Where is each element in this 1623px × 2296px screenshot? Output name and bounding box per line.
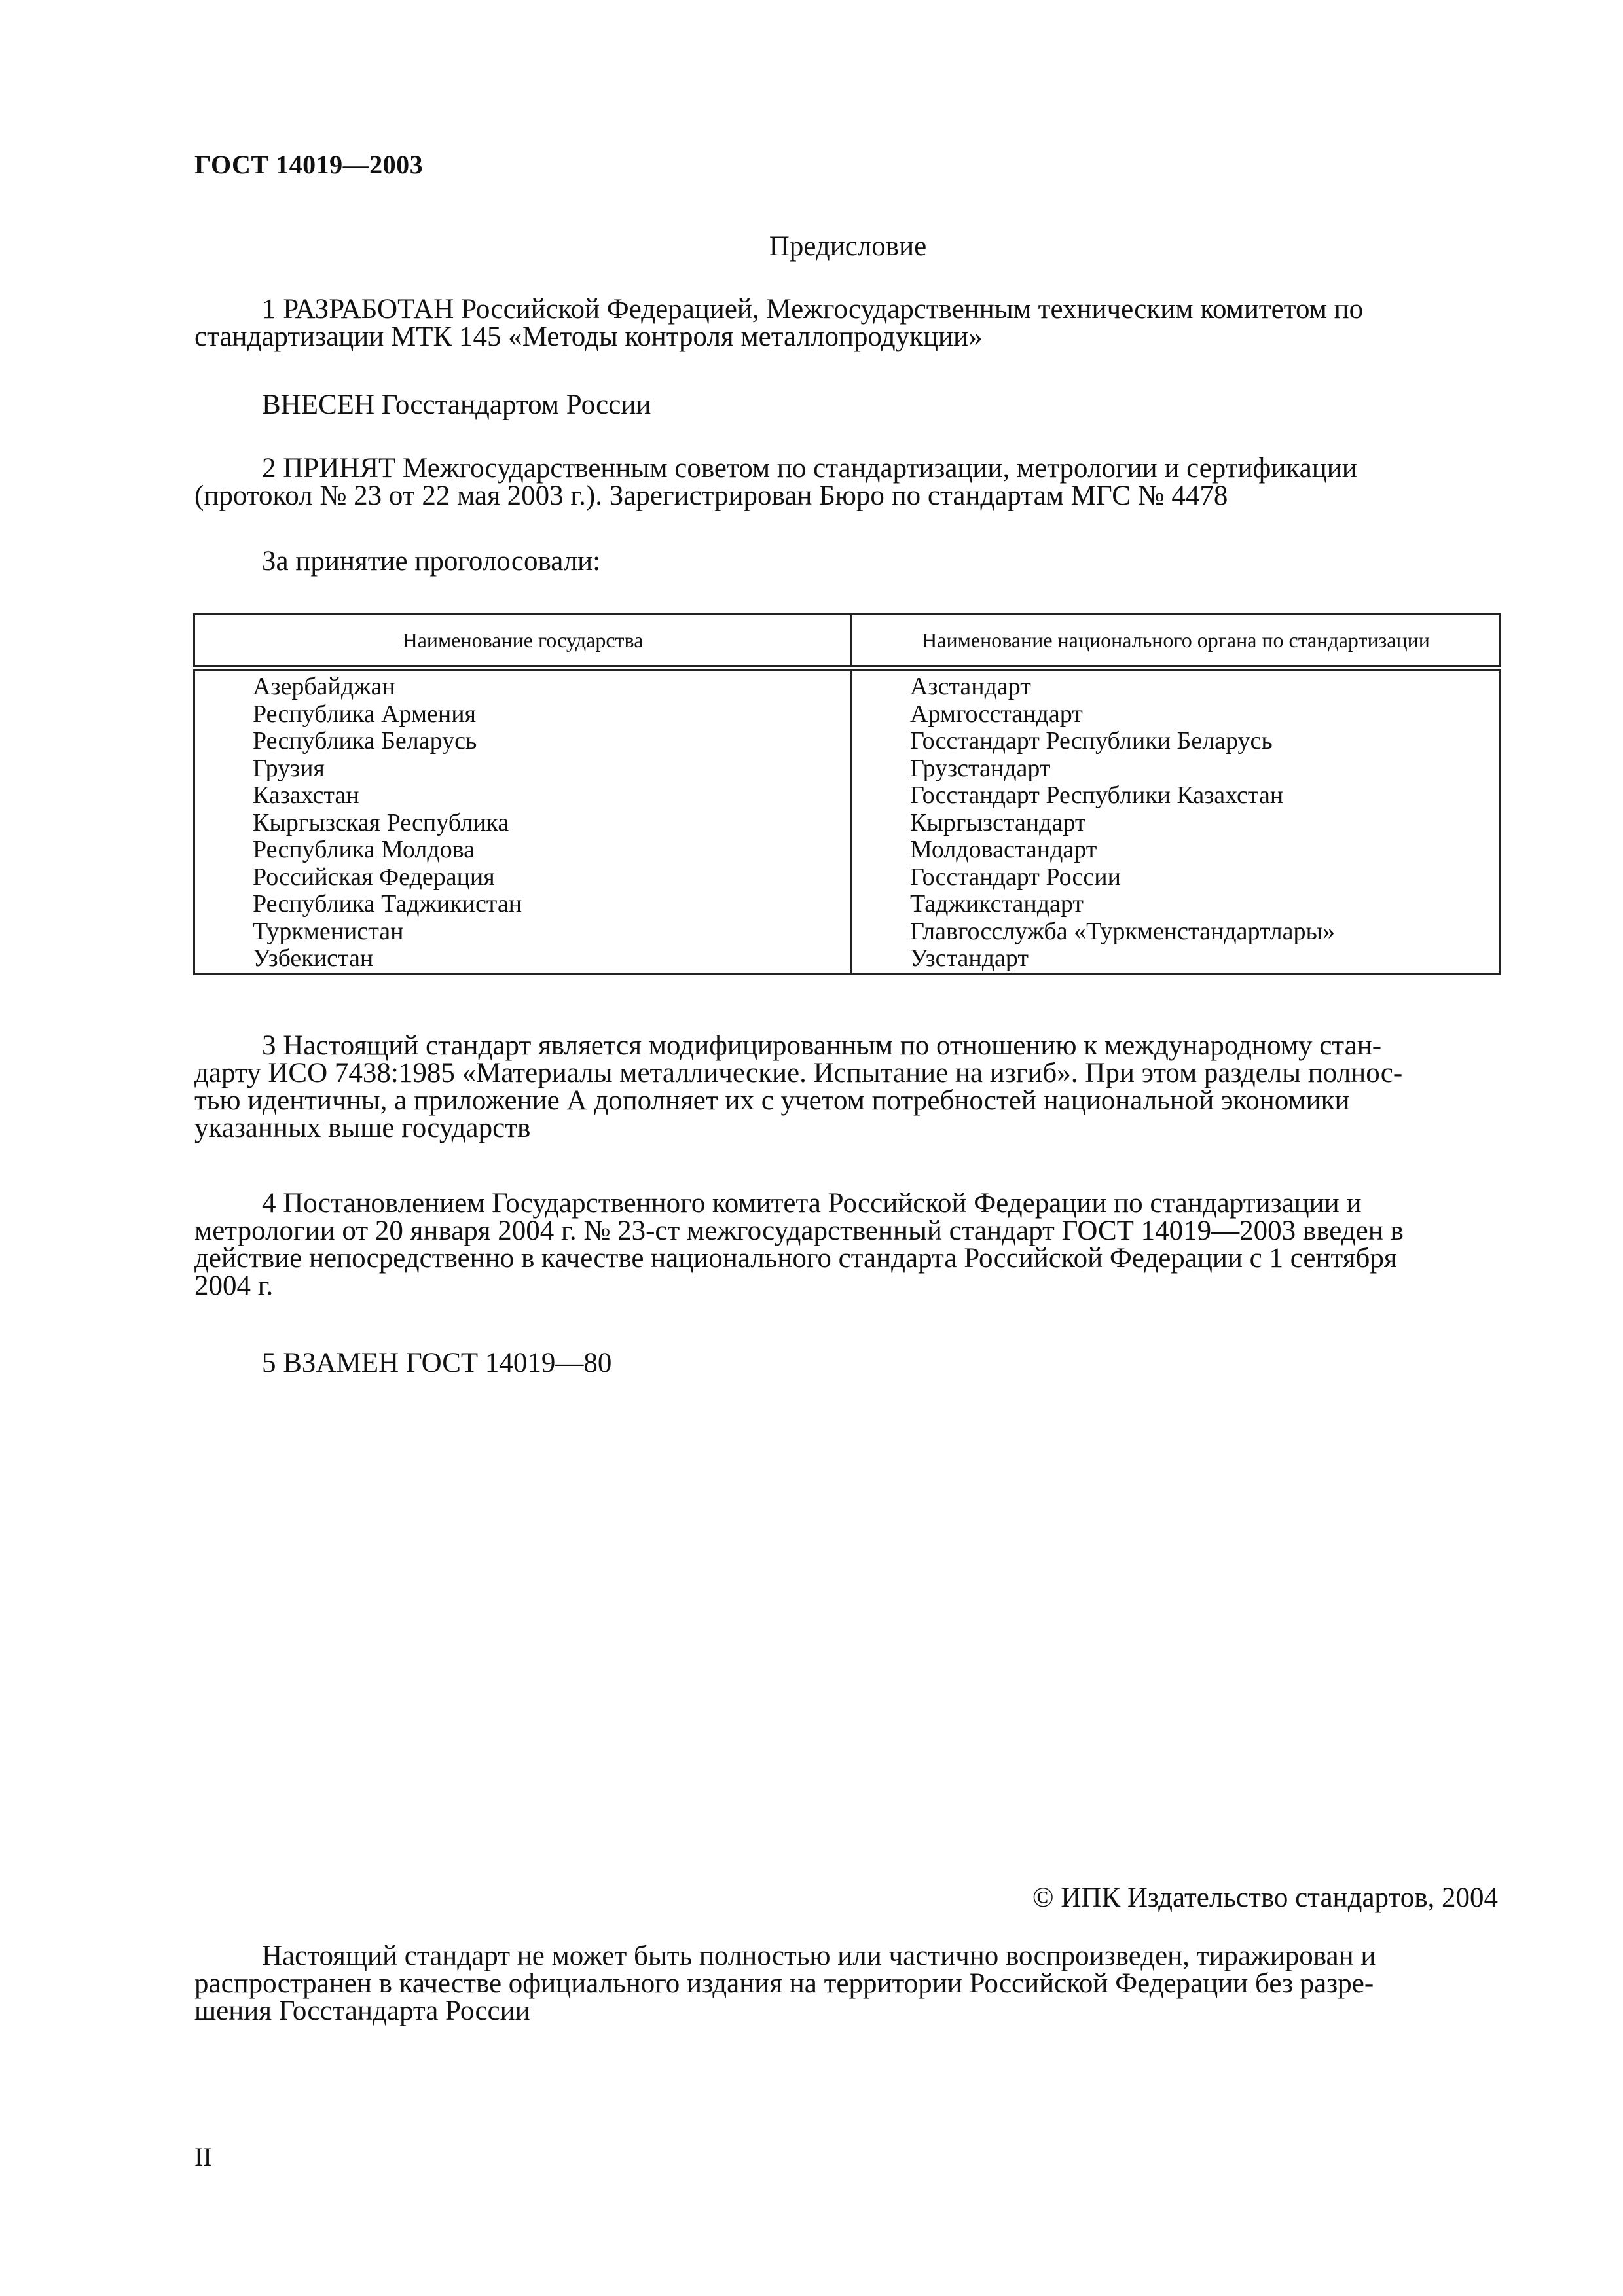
table-header-state: Наименование государства <box>194 615 852 668</box>
body-column <box>852 668 1501 975</box>
item-1-paragraph <box>194 296 1500 351</box>
item-3-line: 3 Настоящий стандарт является модифицированным по отношению к международному стан- <box>262 1030 1382 1061</box>
table-cell-body: Грузстандарт <box>910 754 1051 782</box>
table-cell-state: Грузия <box>253 754 325 782</box>
table-cell-state: Кыргызская Республика <box>253 808 509 836</box>
table-cell-state: Республика Армения <box>253 700 477 728</box>
table-cell-state: Узбекистан <box>253 944 374 972</box>
table-cell-body: Молдовастандарт <box>910 836 1097 863</box>
table-cell-body: Госстандарт России <box>910 863 1121 891</box>
notice-line: шения Госстандарта России <box>194 1996 530 2026</box>
item-1-line: 1 РАЗРАБОТАН Российской Федерацией, Межгосударственным техническим комитетом по <box>262 294 1364 325</box>
reproduction-notice <box>194 1943 1500 2025</box>
item-4-paragraph <box>194 1190 1500 1300</box>
states-table <box>193 613 1501 975</box>
item-4-line: метрологии от 20 января 2004 г. № 23-ст межгосударственный стандарт ГОСТ 14019—2003 введен в <box>194 1215 1404 1246</box>
table-cell-body: Госстандарт Республики Беларусь <box>910 727 1273 755</box>
table-cell-body: Таджикстандарт <box>910 890 1084 918</box>
table-cell-state: Российская Федерация <box>253 863 495 891</box>
item-3-line: тью идентичны, а приложение А дополняет их с учетом потребностей национальной экономики <box>194 1085 1350 1116</box>
item-4-line: 2004 г. <box>194 1270 274 1301</box>
page-title: Предисловие <box>769 231 927 262</box>
item-3-paragraph <box>194 1032 1500 1142</box>
item-3-line: дарту ИСО 7438:1985 «Материалы металлические. Испытание на изгиб». При этом разделы полнос- <box>194 1058 1403 1088</box>
table-cell-body: Главгосслужба «Туркменстандартлары» <box>910 917 1336 945</box>
table-cell-state: Казахстан <box>253 781 359 809</box>
item-2-line: 2 ПРИНЯТ Межгосударственным советом по стандартизации, метрологии и сертификации <box>262 453 1357 484</box>
table-cell-body: Армгосстандарт <box>910 700 1083 728</box>
state-column <box>194 668 852 975</box>
table-cell-state: Азербайджан <box>253 673 395 700</box>
table-cell-body: Азстандарт <box>910 673 1031 700</box>
notice-line: Настоящий стандарт не может быть полностью или частично воспроизведен, тиражирован и <box>262 1941 1376 1971</box>
item-2-line: (протокол № 23 от 22 мая 2003 г.). Зарегистрирован Бюро по стандартам МГС № 4478 <box>194 480 1228 511</box>
item-4-line: действие непосредственно в качестве национального стандарта Российской Федерации с 1 сентября <box>194 1243 1397 1274</box>
table-cell-body: Госстандарт Республики Казахстан <box>910 781 1284 809</box>
table-cell-body: Кыргызстандарт <box>910 808 1086 836</box>
item-3-line: указанных выше государств <box>194 1113 531 1143</box>
notice-line: распространен в качестве официального издания на территории Российской Федерации без разре- <box>194 1968 1374 1999</box>
table-cell-state: Республика Беларусь <box>253 727 477 755</box>
item-4-line: 4 Постановлением Государственного комитета Российской Федерации по стандартизации и <box>262 1188 1362 1219</box>
copyright: © ИПК Издательство стандартов, 2004 <box>1032 1882 1498 1913</box>
item-5-text: 5 ВЗАМЕН ГОСТ 14019—80 <box>262 1348 612 1378</box>
item-1-line: стандартизации МТК 145 «Методы контроля металлопродукции» <box>194 321 983 352</box>
item-2-paragraph <box>194 455 1500 510</box>
table-cell-state: Республика Таджикистан <box>253 890 522 918</box>
table-cell-state: Республика Молдова <box>253 836 475 863</box>
table-cell-state: Туркменистан <box>253 917 404 945</box>
document-code: ГОСТ 14019—2003 <box>194 150 424 179</box>
introduced-by-text: ВНЕСЕН Госстандартом России <box>262 389 651 420</box>
table-cell-body: Узстандарт <box>910 944 1029 972</box>
voted-label: За принятие проголосовали: <box>262 546 601 577</box>
page-number: II <box>194 2142 212 2172</box>
table-header-body: Наименование национального органа по стандартизации <box>852 615 1501 668</box>
